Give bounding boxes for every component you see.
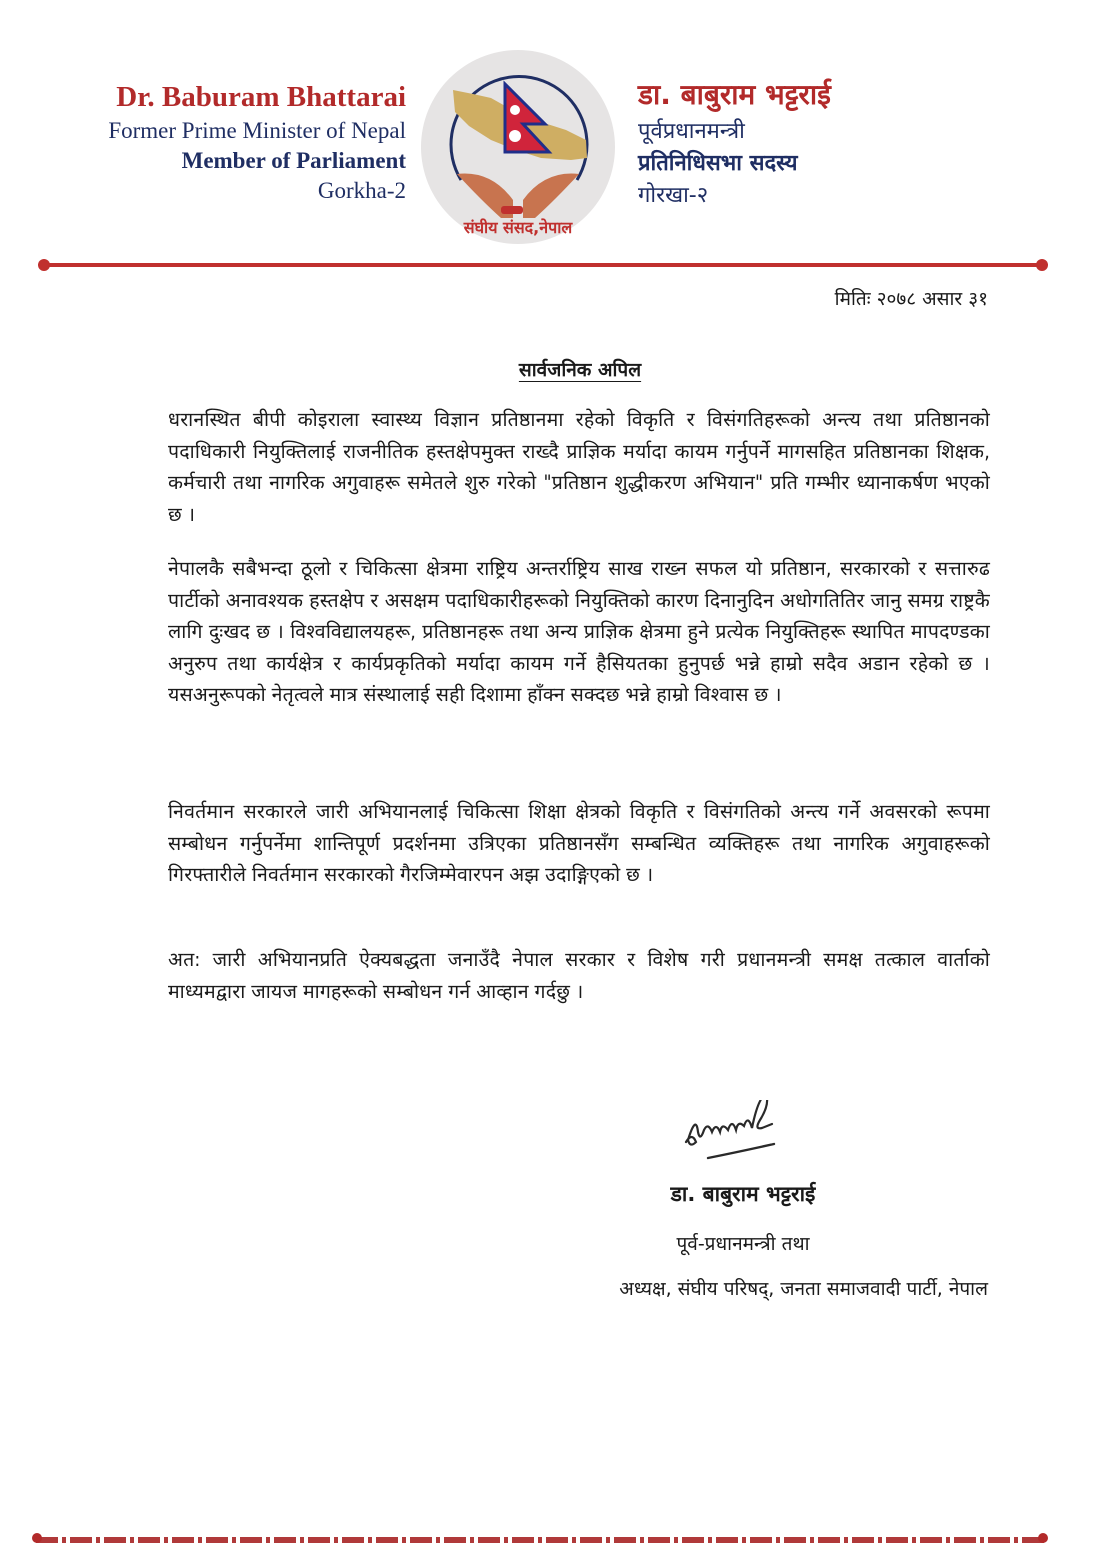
header-divider-dot-right	[1036, 259, 1048, 271]
english-constituency: Gorkha-2	[317, 178, 406, 203]
letterhead-english	[108, 78, 406, 206]
signatory-name: डा. बाबुराम भट्टराई	[670, 1182, 816, 1206]
english-member-of-parliament: Member of Parliament	[181, 148, 406, 173]
footer-divider-dot-left	[32, 1533, 42, 1543]
federal-parliament-logo	[421, 50, 615, 244]
logo-caption: संघीय संसद,नेपाल	[463, 218, 573, 237]
header-divider	[44, 263, 1042, 267]
paragraph-3: निवर्तमान सरकारले जारी अभियानलाई चिकित्सा शिक्षा क्षेत्रको विकृति र विसंगतिको अन्त्य गर्ने अवसरको रूपमा सम्बोधन गर्नुपर्नेमा शान्तिपूर्ण प्रदर्शनमा उत्रिएका प्रतिष्ठानसँग सम्बन्धित व्यक्तिहरू तथा नागरिक अगुवाहरूको गिरफ्तारीले निवर्तमान सरकारको गैरजिम्मेवारपन अझ उदाङ्गिएको छ ।	[168, 800, 990, 886]
nepali-former-pm: पूर्वप्रधानमन्त्री	[638, 119, 745, 144]
nepali-member-of-parliament: प्रतिनिधिसभा सदस्य	[638, 151, 798, 176]
paragraph-1: धरानस्थित बीपी कोइराला स्वास्थ्य विज्ञान प्रतिष्ठानमा रहेको विकृति र विसंगतिहरूको अन्त्य तथा प्रतिष्ठानको पदाधिकारी नियुक्तिलाई राजनीतिक हस्तक्षेपमुक्त राख्दै प्राज्ञिक मर्यादा कायम गर्नुपर्ने मागसहित प्रतिष्ठानका शिक्षक, कर्मचारी तथा नागरिक अगुवाहरू समेतले शुरु गरेको "प्रतिष्ठान शुद्धीकरण अभियान" प्रति गम्भीर ध्यानाकर्षण भएको छ ।	[168, 408, 990, 526]
parliament-emblem-icon	[421, 50, 615, 244]
paragraph-4: अत: जारी अभियानप्रति ऐक्यबद्धता जनाउँदै नेपाल सरकार र विशेष गरी प्रधानमन्त्री समक्ष तत्काल वार्ताको माध्यमद्वारा जायज मागहरूको सम्बोधन गर्न आव्हान गर्दछु ।	[168, 948, 990, 1003]
letterhead-nepali	[638, 74, 831, 212]
signatory-title-1: पूर्व-प्रधानमन्त्री तथा	[676, 1233, 810, 1255]
nepali-constituency: गोरखा-२	[638, 183, 709, 208]
english-name: Dr. Baburam Bhattarai	[116, 81, 406, 113]
header-divider-dot-left	[38, 259, 50, 271]
paragraph-2: नेपालकै सबैभन्दा ठूलो र चिकित्सा क्षेत्रमा राष्ट्रिय अन्तर्राष्ट्रिय साख राख्न सफल यो प्रतिष्ठान, सरकारको र सत्तारुढ पार्टीको अनावश्यक हस्तक्षेप र असक्षम पदाधिकारीहरूको नियुक्तिको कारण दिनानुदिन अधोगतितिर जानु समग्र राष्ट्रकै लागि दुःखद छ । विश्वविद्यालयहरू, प्रतिष्ठानहरू तथा अन्य प्राज्ञिक क्षेत्रमा हुने प्रत्येक नियुक्तिहरू स्थापित मापदण्डका अनुरुप तथा कार्यक्षेत्र र कार्यप्रकृतिको मर्यादा कायम गर्ने हैसियतका हुनुपर्छ भन्ने हाम्रो सदैव अडान रहेको छ । यसअनुरूपको नेतृत्वले मात्र संस्थालाई सही दिशामा हाँक्न सक्दछ भन्ने हाम्रो विश्वास छ ।	[168, 557, 990, 706]
footer-divider	[36, 1537, 1044, 1543]
footer-divider-dot-right	[1038, 1533, 1048, 1543]
nepali-name: डा. बाबुराम भट्टराई	[638, 78, 831, 111]
signatory-title-2: अध्यक्ष, संघीय परिषद्, जनता समाजवादी पार्टी, नेपाल	[619, 1278, 988, 1300]
signature-icon	[678, 1100, 808, 1174]
letter-title: सार्वजनिक अपिल	[518, 359, 642, 381]
english-former-pm: Former Prime Minister of Nepal	[108, 118, 406, 143]
letter-date: मितिः २०७८ असार ३१	[834, 288, 988, 310]
